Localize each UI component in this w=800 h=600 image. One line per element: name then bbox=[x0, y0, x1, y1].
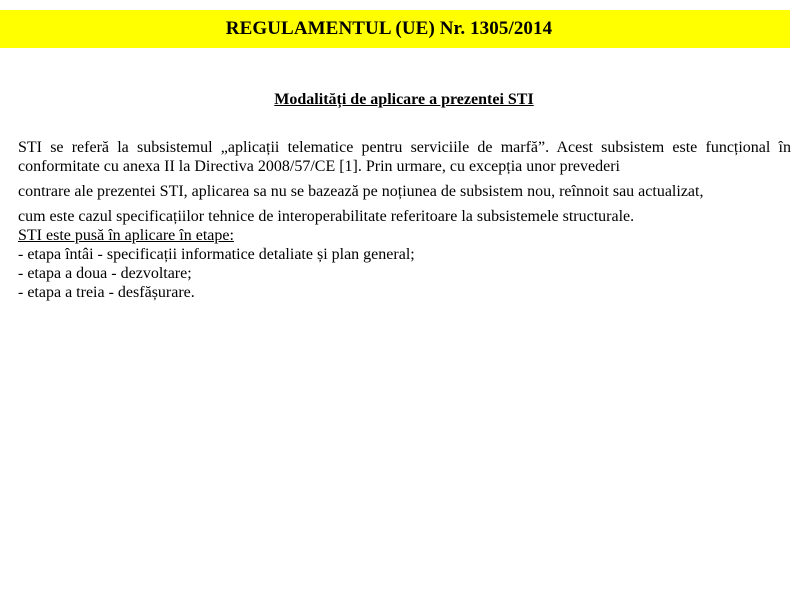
stage-item: - etapa întâi - specificații informatice detaliate și plan general; bbox=[18, 246, 415, 263]
stages-intro: STI este pusă în aplicare în etape: bbox=[18, 227, 234, 244]
title-banner bbox=[0, 10, 790, 48]
document-body bbox=[18, 138, 791, 302]
section-heading: Modalități de aplicare a prezentei STI bbox=[274, 91, 534, 108]
paragraph-intro: STI se referă la subsistemul „aplicații telematice pentru serviciile de marfă”. Acest subsistem este funcțional în conformitate cu anexa II la Directiva 2008/57/CE [1]. Prin urmare, cu excepția unor prevederi bbox=[18, 139, 791, 175]
paragraph-structural: cum este cazul specificațiilor tehnice de interoperabilitate referitoare la subsistemele structurale. bbox=[18, 208, 635, 225]
stage-item: - etapa a doua - dezvoltare; bbox=[18, 265, 192, 282]
page-title: REGULAMENTUL (UE) Nr. 1305/2014 bbox=[225, 18, 553, 39]
paragraph-exceptions: contrare ale prezentei STI, aplicarea sa nu se bazează pe noțiunea de subsistem nou, reînnoit sau actualizat, bbox=[18, 183, 704, 200]
stage-item: - etapa a treia - desfășurare. bbox=[18, 284, 195, 301]
